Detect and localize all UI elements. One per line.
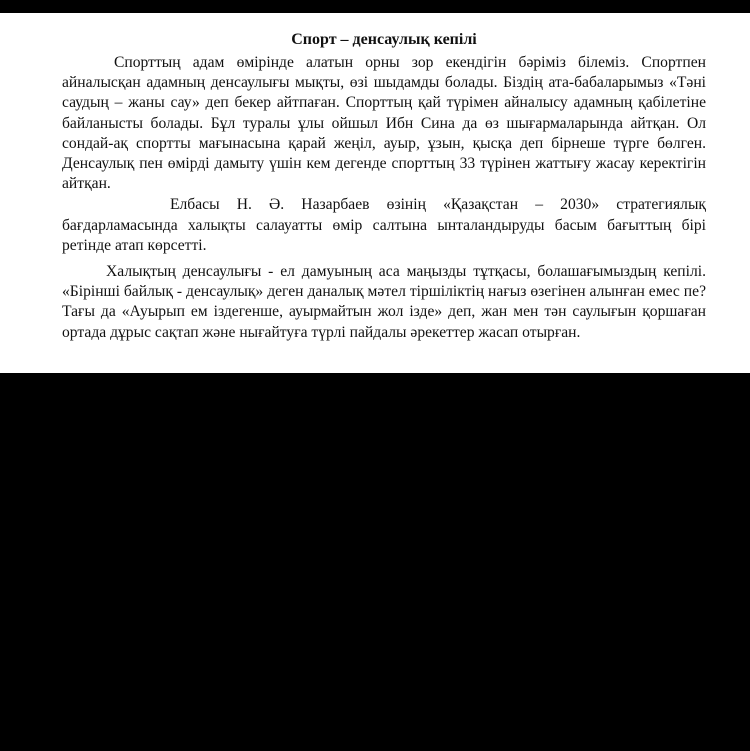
- document-title: Спорт – денсаулық кепілі: [291, 31, 477, 48]
- document-page: [0, 13, 750, 373]
- paragraph-3: Халықтың денсаулығы - ел дамуының аса маңызды тұтқасы, болашағымыздың кепілі. «Бірінші байлық - денсаулық» деген даналық мәтел тіршіліктің нағыз өзегінен алынған емес пе? Тағы да «Ауырып ем іздегенше, ауырмайтын жол ізде» деп, жан мен тән саулығын қоршаған ортада дұрыс сақтап және нығайтуға түрлі пайдалы әрекеттер жасап отырған.: [62, 263, 706, 341]
- paragraph-2: Елбасы Н. Ә. Назарбаев өзінің «Қазақстан – 2030» стратегиялық бағдарламасында халықты салауатты өмір салтына ынталандыруды басым бағыттың бірі ретінде атап көрсетті.: [62, 196, 706, 254]
- paragraph-1: Спорттың адам өмірінде алатын орны зор екендігін бәріміз білеміз. Спортпен айналысқан адамның денсаулығы мықты, өзі шыдамды болады. Біздің ата-бабаларымыз «Тәні саудың – жаны сау» деп бекер айтпаған. Спорттың қай түрімен айналысу адамның қабілетіне байланысты болады. Бұл туралы ұлы ойшыл Ибн Сина да өз шығармаларында айтқан. Ол сондай-ақ спортты мағынасына қарай жеңіл, ауыр, ұзын, қысқа деп бірнеше түрге бөлген. Денсаулық пен өмірді дамыту үшін кем дегенде спорттың 33 түрінен жаттығу жасау керектігін айтқан.: [62, 54, 706, 193]
